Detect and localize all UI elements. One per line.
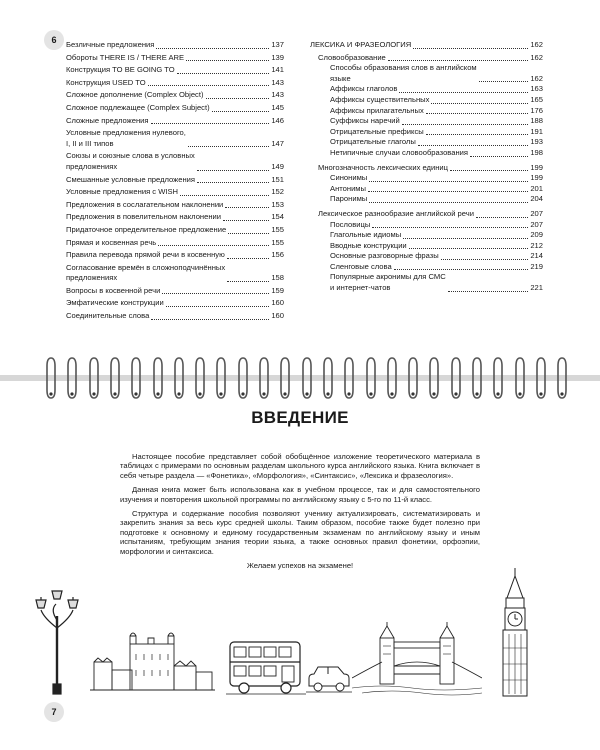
toc-dot-leader bbox=[177, 73, 270, 74]
spiral-ring bbox=[238, 356, 248, 400]
toc-entry-title: Союзы и союзные слова в условных предложениях bbox=[66, 151, 195, 171]
toc-dot-leader bbox=[403, 238, 528, 239]
toc-entry-page: 146 bbox=[271, 115, 284, 125]
toc-entry-page: 209 bbox=[530, 230, 543, 240]
toc-dot-leader bbox=[186, 60, 269, 61]
spiral-ring bbox=[536, 356, 546, 400]
toc-entry-page: 212 bbox=[530, 240, 543, 250]
toc-left-column bbox=[66, 38, 284, 322]
toc-entry bbox=[310, 209, 543, 220]
toc-dot-leader bbox=[188, 146, 269, 147]
spiral-ring bbox=[344, 356, 354, 400]
toc-entry-page: 147 bbox=[271, 138, 284, 148]
toc-entry-page: 139 bbox=[271, 52, 284, 62]
spiral-ring bbox=[110, 356, 120, 400]
toc-entry bbox=[66, 187, 284, 198]
toc-entry-page: 162 bbox=[530, 73, 543, 83]
toc-entry bbox=[66, 78, 284, 89]
toc-entry bbox=[66, 65, 284, 76]
toc-entry-title: Сленговые слова bbox=[330, 261, 392, 271]
toc-dot-leader bbox=[372, 227, 528, 228]
toc-entry-title: Предложения в сослагательном наклонении bbox=[66, 199, 224, 209]
intro-heading: ВВЕДЕНИЕ bbox=[251, 408, 349, 427]
toc-entry-page: 153 bbox=[271, 199, 284, 209]
spiral-ring bbox=[131, 356, 141, 400]
toc-entry-title: Соединительные слова bbox=[66, 311, 150, 321]
toc-entry-page: 214 bbox=[530, 251, 543, 261]
toc-entry-page: 160 bbox=[271, 298, 284, 308]
street-lamp-illustration bbox=[32, 588, 82, 696]
toc-dot-leader bbox=[402, 124, 529, 125]
toc-dot-leader bbox=[180, 195, 269, 196]
toc-entry bbox=[66, 151, 284, 172]
spiral-ring bbox=[280, 356, 290, 400]
spiral-ring bbox=[46, 356, 56, 400]
toc-entry bbox=[66, 311, 284, 322]
spiral-ring bbox=[216, 356, 226, 400]
toc-entry-page: 193 bbox=[530, 137, 543, 147]
toc-dot-leader bbox=[228, 233, 269, 234]
toc-entry bbox=[66, 200, 284, 211]
toc-dot-leader bbox=[413, 48, 528, 49]
toc-entry-page: 145 bbox=[271, 102, 284, 112]
toc-entry-page: 221 bbox=[530, 283, 543, 293]
spiral-ring bbox=[429, 356, 439, 400]
spiral-ring bbox=[408, 356, 418, 400]
toc-entry-title: Эмфатические конструкции bbox=[66, 298, 164, 308]
toc-entry-page: 207 bbox=[530, 219, 543, 229]
spiral-ring bbox=[387, 356, 397, 400]
toc-dot-leader bbox=[227, 281, 269, 282]
toc-entry-page: 154 bbox=[271, 212, 284, 222]
toc-entry bbox=[66, 212, 284, 223]
toc-entry-page: 207 bbox=[530, 208, 543, 218]
toc-entry-title: Сложные предложения bbox=[66, 115, 149, 125]
toc-entry bbox=[310, 63, 543, 84]
toc-entry-page: 160 bbox=[271, 311, 284, 321]
toc-entry-title: Аффиксы существительных bbox=[330, 94, 430, 104]
toc-entry-page: 149 bbox=[271, 161, 284, 171]
toc-entry-title: Вводные конструкции bbox=[330, 240, 407, 250]
toc-entry bbox=[310, 116, 543, 127]
toc-entry-title: Условные предложения нулевого, I, II и III типов bbox=[66, 128, 186, 148]
toc-entry-page: 176 bbox=[530, 105, 543, 115]
toc-dot-leader bbox=[470, 156, 528, 157]
spiral-ring bbox=[195, 356, 205, 400]
toc-entry bbox=[310, 95, 543, 106]
toc-dot-leader bbox=[388, 60, 529, 61]
toc-dot-leader bbox=[426, 134, 529, 135]
toc-entry-title: Словообразование bbox=[318, 52, 386, 62]
toc-dot-leader bbox=[212, 111, 270, 112]
toc-entry-page: 155 bbox=[271, 237, 284, 247]
toc-entry bbox=[66, 225, 284, 236]
toc-entry bbox=[66, 128, 284, 149]
toc-entry-title: Отрицательные глаголы bbox=[330, 137, 416, 147]
toc-dot-leader bbox=[148, 85, 270, 86]
toc-dot-leader bbox=[223, 220, 269, 221]
toc-entry-page: 199 bbox=[530, 162, 543, 172]
toc-entry bbox=[310, 272, 543, 293]
page-number-bottom: 7 bbox=[44, 702, 64, 722]
double-decker-bus-illustration bbox=[226, 638, 306, 696]
toc-entry-title: Правила перевода прямой речи в косвенную bbox=[66, 250, 225, 260]
toc-entry bbox=[310, 241, 543, 252]
toc-entry bbox=[66, 298, 284, 309]
toc-entry-page: 158 bbox=[271, 273, 284, 283]
intro-paragraph-1: Настоящее пособие представляет собой обобщённое изложение теоретического материала в таблицах с примерами по основным разделам школьного курса английского языка. Книга включает в себя четыре раздела — «Фонетика», «Морфология», «Синтаксис», «Лексика и фразеология». bbox=[120, 452, 480, 480]
toc-entry bbox=[310, 220, 543, 231]
toc-right-column bbox=[310, 38, 543, 294]
spiral-ring bbox=[366, 356, 376, 400]
toc-entry-title: Условные предложения с WISH bbox=[66, 187, 179, 197]
toc-entry bbox=[310, 137, 543, 148]
toc-entry-title: Смешанные условные предложения bbox=[66, 174, 196, 184]
page-number-top: 6 bbox=[44, 30, 64, 50]
spiral-ring bbox=[174, 356, 184, 400]
toc-dot-leader bbox=[368, 191, 528, 192]
toc-dot-leader bbox=[431, 103, 528, 104]
toc-dot-leader bbox=[162, 293, 269, 294]
spiral-ring bbox=[472, 356, 482, 400]
toc-entry bbox=[310, 184, 543, 195]
toc-dot-leader bbox=[206, 98, 270, 99]
toc-entry-page: 143 bbox=[271, 77, 284, 87]
toc-entry bbox=[310, 262, 543, 273]
toc-entry-title: Суффиксы наречий bbox=[330, 116, 400, 126]
toc-entry-title: Многозначность лексических единиц bbox=[318, 162, 448, 172]
toc-entry-title: Сложное подлежащее (Complex Subject) bbox=[66, 102, 210, 112]
big-ben-illustration bbox=[494, 568, 536, 698]
toc-entry-title: Способы образования слов в английском языке bbox=[330, 63, 477, 83]
toc-dot-leader bbox=[156, 48, 269, 49]
toc-entry-page: 204 bbox=[530, 194, 543, 204]
taxi-cab-illustration bbox=[306, 662, 352, 694]
toc-entry bbox=[310, 194, 543, 205]
toc-entry bbox=[66, 238, 284, 249]
toc-entry bbox=[66, 250, 284, 261]
toc-dot-leader bbox=[418, 145, 529, 146]
toc-entry bbox=[310, 148, 543, 159]
toc-entry bbox=[310, 40, 543, 51]
toc-dot-leader bbox=[151, 319, 269, 320]
toc-entry bbox=[310, 106, 543, 117]
toc-dot-leader bbox=[166, 306, 270, 307]
toc-entry-page: 201 bbox=[530, 183, 543, 193]
toc-entry-page: 162 bbox=[530, 52, 543, 62]
spiral-ring bbox=[515, 356, 525, 400]
toc-entry-page: 198 bbox=[530, 147, 543, 157]
toc-dot-leader bbox=[197, 182, 269, 183]
toc-dot-leader bbox=[399, 92, 528, 93]
toc-entry-title: Синонимы bbox=[330, 173, 368, 183]
toc-entry-page: 162 bbox=[530, 40, 543, 49]
toc-entry-title: Пословицы bbox=[330, 219, 371, 229]
toc-entry bbox=[66, 286, 284, 297]
toc-entry-page: 155 bbox=[271, 224, 284, 234]
toc-entry-title: Аффиксы прилагательных bbox=[330, 105, 424, 115]
toc-entry-page: 143 bbox=[271, 90, 284, 100]
toc-entry-title: Конструкция USED TO bbox=[66, 77, 146, 87]
toc-entry-title: Прямая и косвенная речь bbox=[66, 237, 157, 247]
toc-dot-leader bbox=[409, 248, 529, 249]
toc-entry-title: Безличные предложения bbox=[66, 40, 155, 49]
toc-entry bbox=[310, 163, 543, 174]
toc-entry bbox=[66, 175, 284, 186]
toc-entry-page: 159 bbox=[271, 285, 284, 295]
toc-entry-title: ЛЕКСИКА И ФРАЗЕОЛОГИЯ bbox=[310, 40, 412, 49]
toc-dot-leader bbox=[448, 291, 529, 292]
spiral-ring bbox=[153, 356, 163, 400]
toc-dot-leader bbox=[369, 202, 528, 203]
spiral-ring bbox=[493, 356, 503, 400]
toc-entry-page: 151 bbox=[271, 174, 284, 184]
toc-entry-page: 141 bbox=[271, 65, 284, 75]
toc-entry-title: Отрицательные префиксы bbox=[330, 126, 424, 136]
toc-entry-page: 188 bbox=[530, 116, 543, 126]
toc-entry bbox=[66, 90, 284, 101]
toc-entry-title: Сложное дополнение (Complex Object) bbox=[66, 90, 204, 100]
spiral-ring bbox=[557, 356, 567, 400]
spiral-ring bbox=[259, 356, 269, 400]
toc-dot-leader bbox=[479, 81, 529, 82]
tower-of-london-illustration bbox=[90, 628, 215, 694]
toc-entry bbox=[310, 230, 543, 241]
toc-entry-title: Глагольные идиомы bbox=[330, 230, 402, 240]
toc-dot-leader bbox=[476, 217, 528, 218]
intro-wish: Желаем успехов на экзамене! bbox=[246, 561, 354, 571]
toc-dot-leader bbox=[197, 170, 270, 171]
toc-dot-leader bbox=[225, 207, 269, 208]
toc-entry-page: 165 bbox=[530, 94, 543, 104]
toc-dot-leader bbox=[426, 113, 529, 114]
spiral-ring bbox=[451, 356, 461, 400]
toc-entry bbox=[66, 103, 284, 114]
spiral-ring bbox=[323, 356, 333, 400]
toc-entry-page: 137 bbox=[271, 40, 284, 49]
toc-entry-page: 219 bbox=[530, 261, 543, 271]
toc-entry-title: Конструкция TO BE GOING TO bbox=[66, 65, 175, 75]
toc-entry bbox=[310, 84, 543, 95]
toc-entry-title: Вопросы в косвенной речи bbox=[66, 285, 161, 295]
toc-entry-title: Лексическое разнообразие английской речи bbox=[318, 208, 474, 218]
spiral-ring bbox=[89, 356, 99, 400]
intro-paragraph-2: Данная книга может быть использована как в учебном процессе, так и для самостоятельного изучения и повторения школьной программы по английскому языку с 5-го по 11-й класс. bbox=[120, 485, 480, 504]
toc-entry bbox=[66, 53, 284, 64]
toc-dot-leader bbox=[441, 259, 529, 260]
toc-entry-title: Предложения в повелительном наклонении bbox=[66, 212, 222, 222]
toc-entry-title: Аффиксы глаголов bbox=[330, 84, 398, 94]
toc-dot-leader bbox=[394, 269, 529, 270]
toc-entry bbox=[310, 53, 543, 64]
toc-entry-title: Обороты THERE IS / THERE ARE bbox=[66, 52, 185, 62]
toc-entry-page: 199 bbox=[530, 173, 543, 183]
spiral-ring bbox=[302, 356, 312, 400]
toc-entry-title: Согласование времён в сложноподчинённых предложениях bbox=[66, 262, 226, 283]
intro-text bbox=[120, 452, 480, 575]
toc-entry-page: 191 bbox=[530, 126, 543, 136]
intro-paragraph-3: Структура и содержание пособия позволяют ученику актуализировать, систематизировать и закрепить знания за весь курс средней школы. Таким образом, пособие также будет полезно при подготовке к основному и единому государственным экзаменам по английскому языку и иным испытаниям, требующим знания теории языка, а также основных правил фонетики, орфоэпии, морфологии и синтаксиса. bbox=[120, 509, 480, 556]
toc-entry bbox=[66, 263, 284, 284]
toc-entry-page: 152 bbox=[271, 187, 284, 197]
toc-entry-title: Популярные акронимы для СМС и интернет-чатов bbox=[330, 272, 446, 293]
toc-dot-leader bbox=[158, 245, 269, 246]
toc-entry bbox=[310, 127, 543, 138]
tower-bridge-illustration bbox=[352, 622, 482, 696]
toc-entry-title: Нетипичные случаи словообразования bbox=[330, 147, 469, 157]
toc-entry bbox=[310, 173, 543, 184]
toc-dot-leader bbox=[450, 170, 528, 171]
toc-entry bbox=[310, 251, 543, 262]
toc-entry bbox=[66, 116, 284, 127]
toc-entry-title: Придаточное определительное предложение bbox=[66, 224, 227, 234]
toc-entry-title: Паронимы bbox=[330, 194, 368, 204]
toc-entry bbox=[66, 40, 284, 51]
toc-dot-leader bbox=[369, 181, 528, 182]
toc-dot-leader bbox=[151, 123, 270, 124]
toc-entry-page: 163 bbox=[530, 84, 543, 94]
toc-entry-page: 156 bbox=[271, 250, 284, 260]
toc-entry-title: Основные разговорные фразы bbox=[330, 251, 439, 261]
spiral-ring bbox=[67, 356, 77, 400]
toc-entry-title: Антонимы bbox=[330, 183, 366, 193]
toc-dot-leader bbox=[227, 258, 270, 259]
